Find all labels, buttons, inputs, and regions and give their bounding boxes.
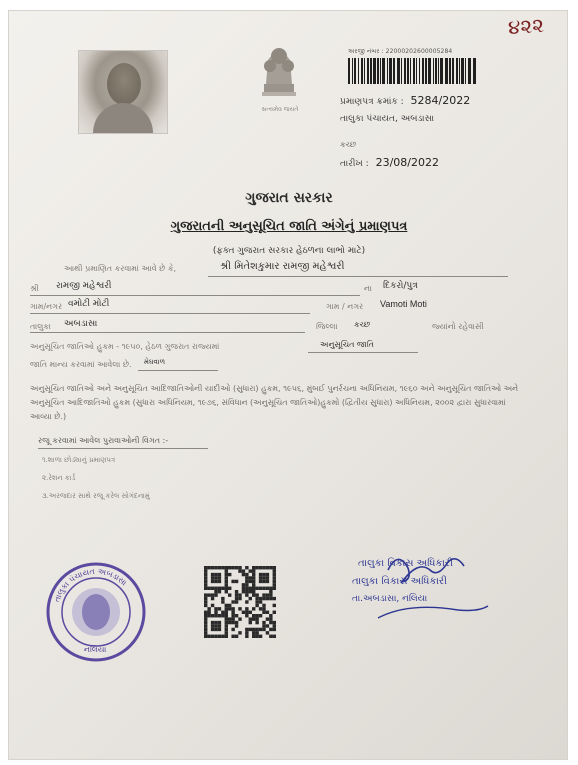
issue-date-line	[340, 156, 439, 169]
barcode-icon	[348, 58, 480, 84]
qr-code-icon	[204, 566, 276, 638]
order-text: અનુસૂચિત જાતિઓ હુકમ - ૧૯૫૦, હેઠળ ગુજરાત રાજ્યમાં	[30, 342, 220, 351]
taluka-label: તાલુકા	[30, 322, 51, 331]
certificate-page	[8, 10, 568, 760]
officer-stamp-title: તાલુકા વિકાસ અધિકારી	[352, 576, 447, 587]
category: અનુસૂચિત જાતિ	[320, 340, 374, 349]
document-item: ૧.શાળા છોડ્યાનું પ્રમાણપત્ર	[42, 456, 116, 464]
resident-label: જ્યાંનો રહેવાસી	[432, 322, 484, 331]
document-item: ૩.અરજદાર સાથે રજૂ કરેલ સોગંદનામું	[42, 492, 150, 500]
documents-heading: રજૂ કરવામાં આવેલ પુરાવાઓની વિગત :-	[38, 436, 169, 445]
officer-signature	[338, 540, 518, 640]
caste: મેઘવાળ	[144, 358, 166, 366]
district: કચ્છ	[354, 320, 371, 329]
issue-date-label: તારીખ :	[340, 159, 369, 169]
issuing-district: કચ્છ	[340, 140, 357, 149]
barcode-block	[348, 48, 488, 88]
officer-office: તા.અબડાસા, નલિયા	[352, 594, 428, 604]
certificate-number-line	[340, 94, 470, 107]
district-label: જિલ્લા	[316, 322, 338, 331]
svg-text:નલિયા: નલિયા	[84, 645, 107, 654]
national-emblem-icon	[252, 38, 306, 106]
legal-paragraph: અનુસૂચિત જાતિઓ અને અનુસૂચિત આદિજાતિઓની યાદીઓ (સુધારા) હુકમ, ૧૯૫૬, મુંબઈ પુનર્રચના અધિનિયમ, ૧૯૬૦ અને અનુસૂચિત જાતિઓ અને અનુસૂચિત આદિજાતિઓ હુકમ (સુધારા અધિનિયમ, ૧૯૭૬, સંવિધાન (અનુસૂચિત જાતિઓ)હુકમો (દ્વિતીય સુધારા) અધિનિયમ, ૨૦૦૨ દ્વારા સુધારવામાં આવ્યા છે.)	[30, 384, 519, 421]
office-seal-stamp	[44, 560, 148, 664]
issuing-office: તાલુકા પંચાયત, અબડાસા	[340, 114, 435, 124]
svg-text:તાલુકા પંચાયત અબડાસા: તાલુકા પંચાયત અબડાસા	[52, 566, 129, 604]
document-item: ૨.રેશન કાર્ડ	[42, 474, 76, 482]
village-label-2: ગામ / નગર	[326, 302, 364, 311]
application-number: અરજી નંબર : 22000202600005284	[348, 48, 453, 55]
village-label: ગામ/નગર	[30, 302, 63, 311]
certificate-title: ગુજરાતની અનુસૂચિત જાતિ અંગેનું પ્રમાણપત્ર	[170, 219, 408, 234]
relation-label: ના	[364, 284, 372, 293]
officer-title: તાલુકા વિકાસ અધિકારી	[358, 558, 453, 569]
caste-label: જાતિ માન્ય કરવામાં આવેલા છે.	[30, 360, 132, 369]
relation: દિકરો/પુત્ર	[383, 281, 418, 291]
certificate-note: (ફક્ત ગુજરાત સરકાર હેઠળના લાભો માટે)	[212, 246, 366, 256]
village-english: Vamoti Moti	[380, 299, 427, 309]
handwritten-serial-number: ૪૨૨	[507, 12, 545, 40]
government-title: ગુજરાત સરકાર	[245, 190, 333, 206]
emblem-caption: સત્યમેવ જયતે	[261, 106, 299, 113]
certificate-number-label: પ્રમાણપત્ર ક્રમાંક :	[340, 97, 404, 107]
certificate-number: 5284/2022	[410, 94, 471, 107]
issue-date: 23/08/2022	[375, 156, 439, 169]
applicant-photo	[78, 50, 168, 134]
certify-label: આથી પ્રમાણિત કરવામાં આવે છે કે,	[64, 264, 177, 273]
father-name: રામજી મહેશ્વરી	[56, 281, 112, 291]
father-label: શ્રી	[30, 284, 39, 293]
village-gujarati: વમોટી મોટી	[68, 299, 110, 309]
applicant-name: શ્રી મિતેશકુમાર રામજી મહેશ્વરી	[220, 261, 345, 272]
taluka: અબડાસા	[64, 319, 98, 329]
